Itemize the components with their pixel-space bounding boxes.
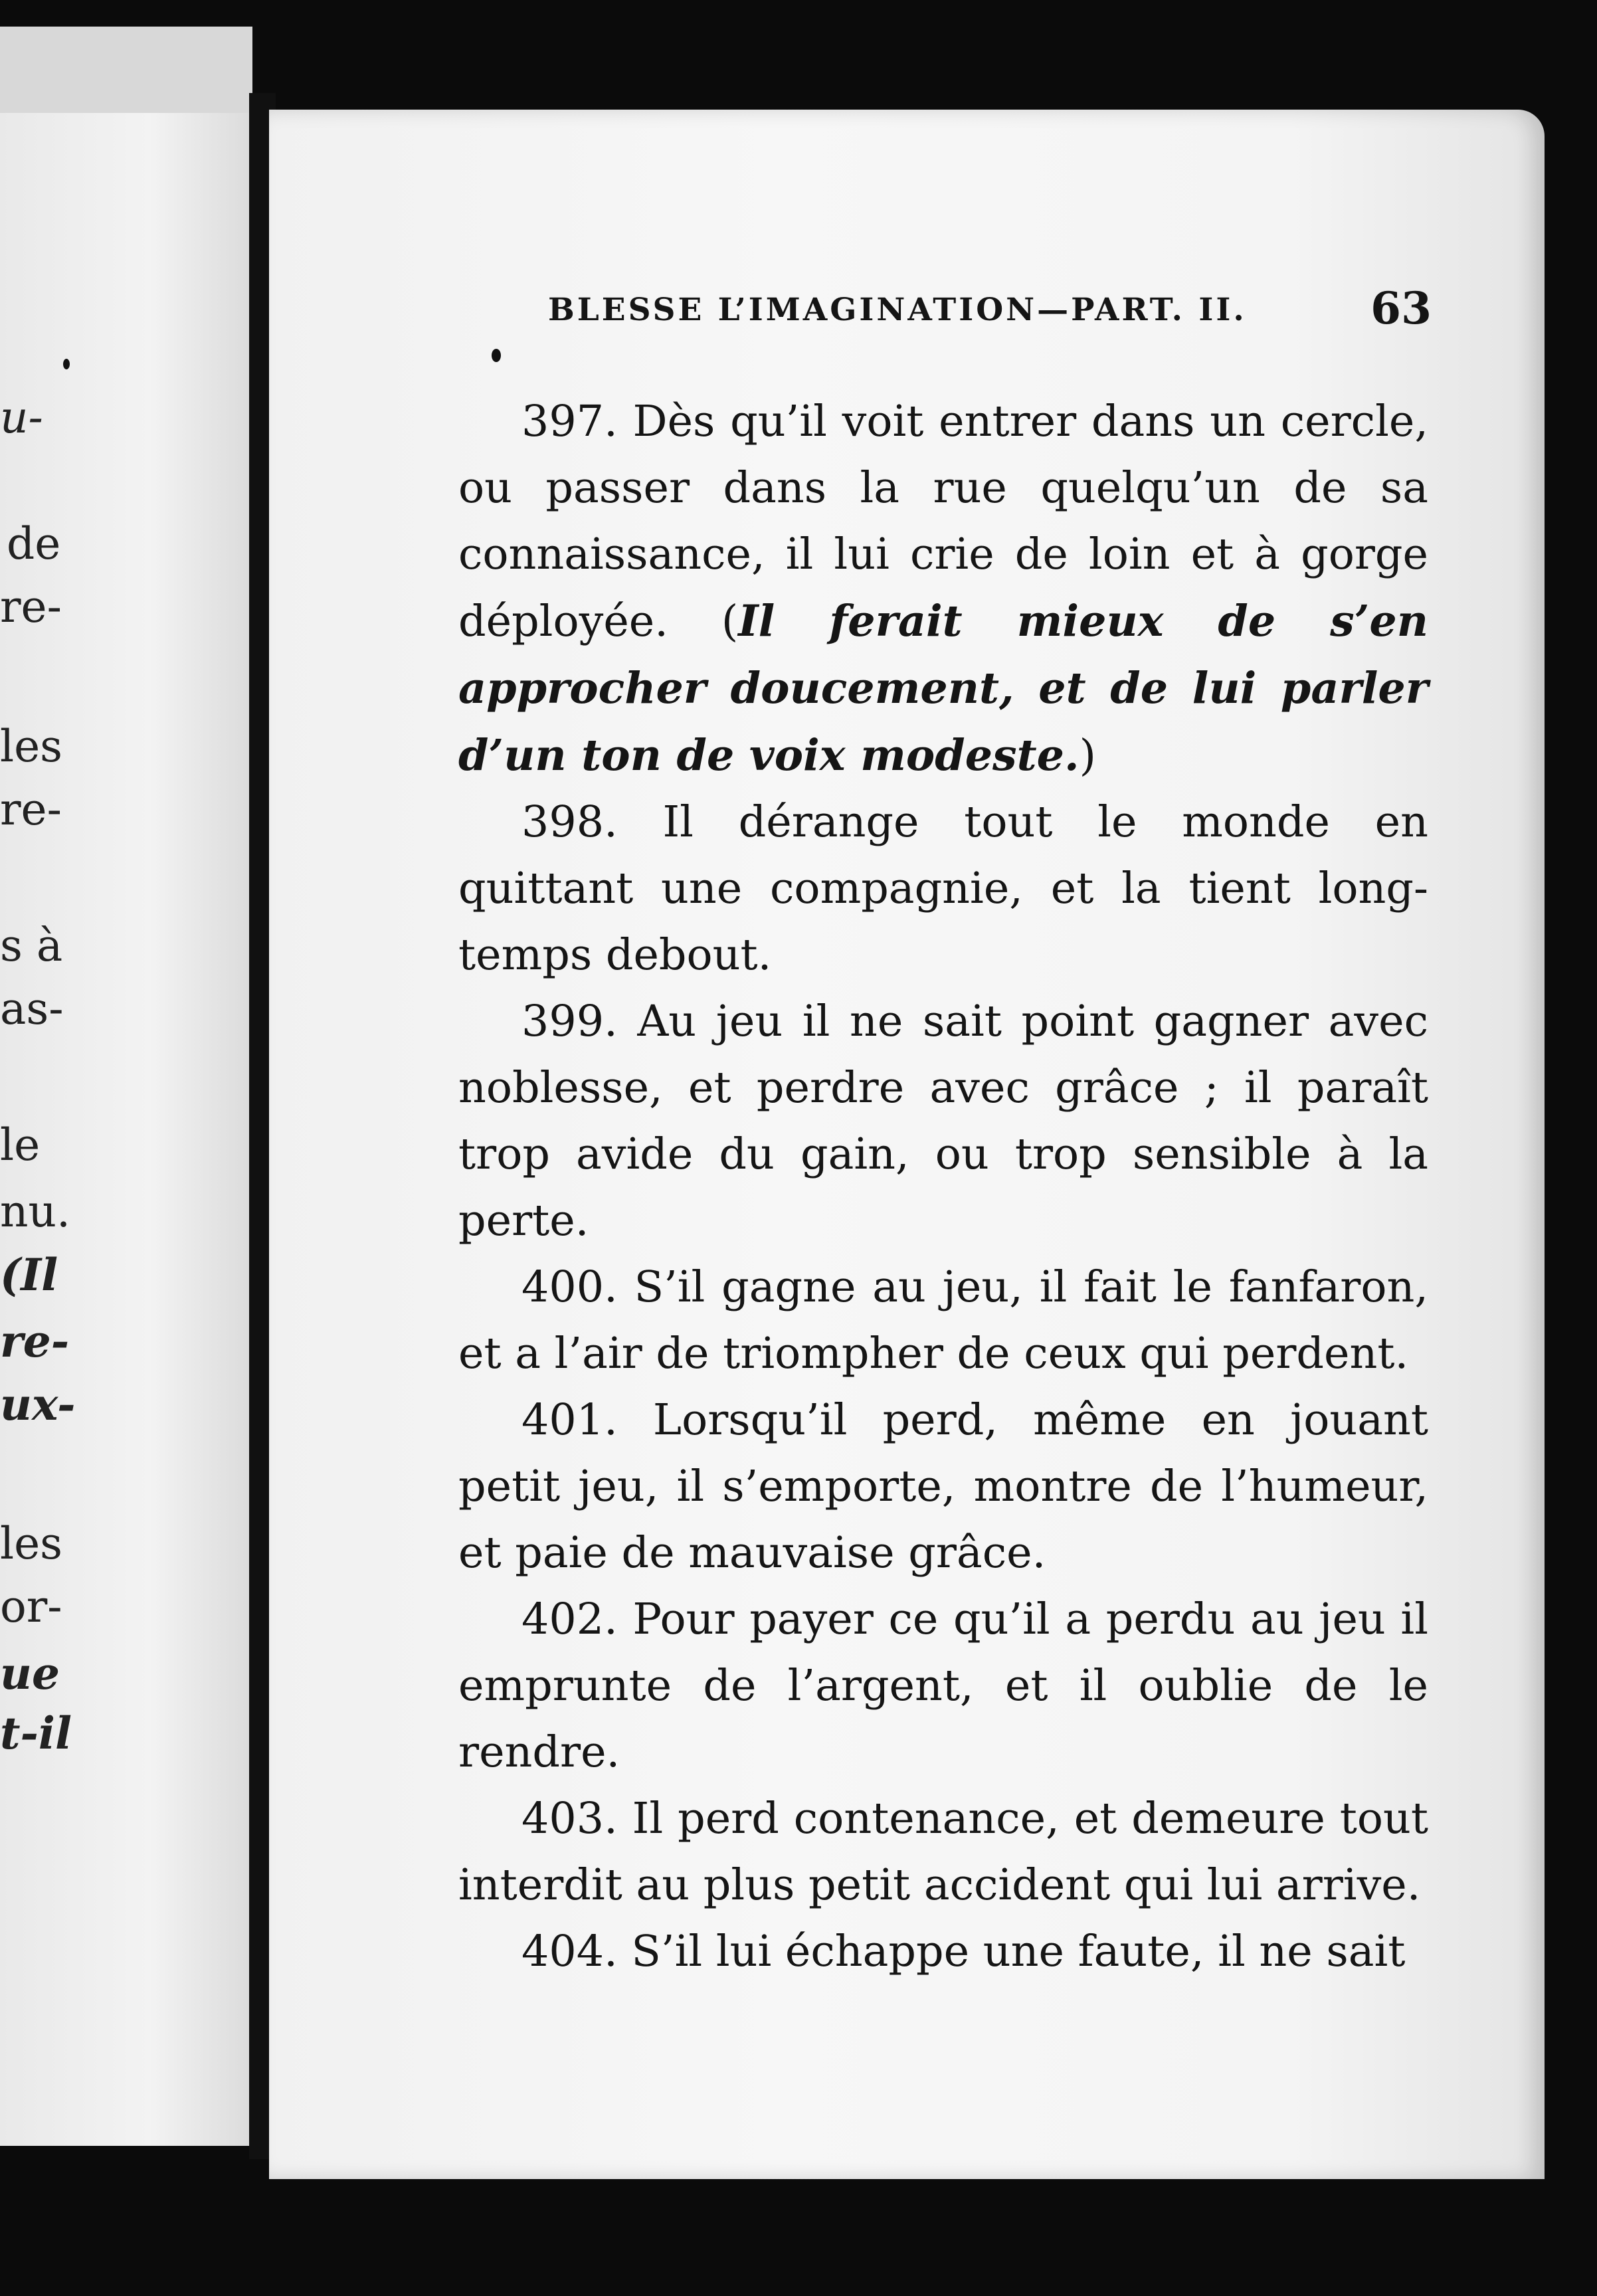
left-page-fragment: nu. <box>0 1186 70 1237</box>
left-page-fragment: u- <box>0 392 43 443</box>
paragraph-399 <box>458 989 1428 1254</box>
paragraph-402 <box>458 1586 1428 1786</box>
left-page-fragment: re- <box>0 1315 70 1367</box>
paragraph-number: 397. <box>521 397 618 446</box>
paragraph-number: 401. <box>521 1395 618 1445</box>
paragraph-number: 399. <box>521 997 618 1046</box>
left-page-fragment: ux- <box>0 1379 76 1430</box>
left-page-fragment: s à <box>0 920 63 971</box>
paragraph-404 <box>458 1919 1428 1985</box>
paragraph-text: Il dérange tout le monde en quittant une compagnie, et la tient long-temps debout. <box>458 797 1428 980</box>
paragraph-text: Au jeu il ne sait point gagner avec noblesse, et perdre avec grâce ; il paraît trop avide du gain, ou trop sensible à la perte. <box>458 997 1428 1246</box>
paragraph-text: Lorsqu’il perd, même en jouant petit jeu, il s’emporte, montre de l’humeur, et paie de mauvaise grâce. <box>458 1395 1428 1578</box>
left-page-fragment: ue <box>0 1648 60 1699</box>
left-page-fragment: t-il <box>0 1707 72 1759</box>
paragraph-number: 400. <box>521 1262 618 1312</box>
ink-speck <box>492 349 501 362</box>
paragraph-italic-text: Il ferait mieux de s’en approcher doucement, et de lui parler d’un ton de voix modeste. <box>458 596 1428 781</box>
paragraph-401 <box>458 1387 1428 1586</box>
paragraph-398 <box>458 789 1428 989</box>
page-body <box>458 389 1428 1985</box>
paragraph-closing: ) <box>1079 731 1097 781</box>
paragraph-text: Dès qu’il voit entrer dans un cercle, ou passer dans la rue quelqu’un de sa connaissance, il lui crie de loin et à gorge déployée. ( <box>458 397 1428 646</box>
paragraph-400 <box>458 1254 1428 1387</box>
paragraph-403 <box>458 1786 1428 1919</box>
left-page-fragment: les <box>0 1518 63 1569</box>
paragraph-text: S’il lui échappe une faute, il ne sait <box>617 1927 1406 1976</box>
paragraph-text: Pour payer ce qu’il a perdu au jeu il emprunte de l’argent, et il oublie de le rendre. <box>458 1594 1428 1777</box>
paragraph-number: 402. <box>521 1594 618 1644</box>
left-page-fragment: or- <box>0 1581 62 1632</box>
paragraph-number: 404. <box>521 1927 618 1976</box>
page-header <box>548 282 1432 335</box>
paragraph-397 <box>458 389 1428 789</box>
paragraph-text: S’il gagne au jeu, il fait le fanfaron, et a l’air de triompher de ceux qui perdent. <box>458 1262 1428 1379</box>
paragraph-text: Il perd contenance, et demeure tout interdit au plus petit accident qui lui arrive. <box>458 1794 1428 1910</box>
left-page-fragment: re- <box>0 581 62 632</box>
running-title: BLESSE L’IMAGINATION—PART. II. <box>548 292 1247 328</box>
paragraph-number: 403. <box>521 1794 618 1844</box>
page-number: 63 <box>1370 282 1432 334</box>
left-page-fragment: de <box>7 518 61 569</box>
left-page-fragment: re- <box>0 784 62 835</box>
page-edge-shadow <box>0 27 252 113</box>
paragraph-number: 398. <box>521 797 618 847</box>
left-facing-page <box>0 100 249 2146</box>
left-page-fragment: le <box>0 1119 41 1171</box>
left-page-fragment: (Il <box>0 1249 58 1301</box>
left-page-fragment: les <box>0 721 63 772</box>
left-page-fragment: as- <box>0 983 64 1034</box>
ink-speck <box>63 359 70 369</box>
